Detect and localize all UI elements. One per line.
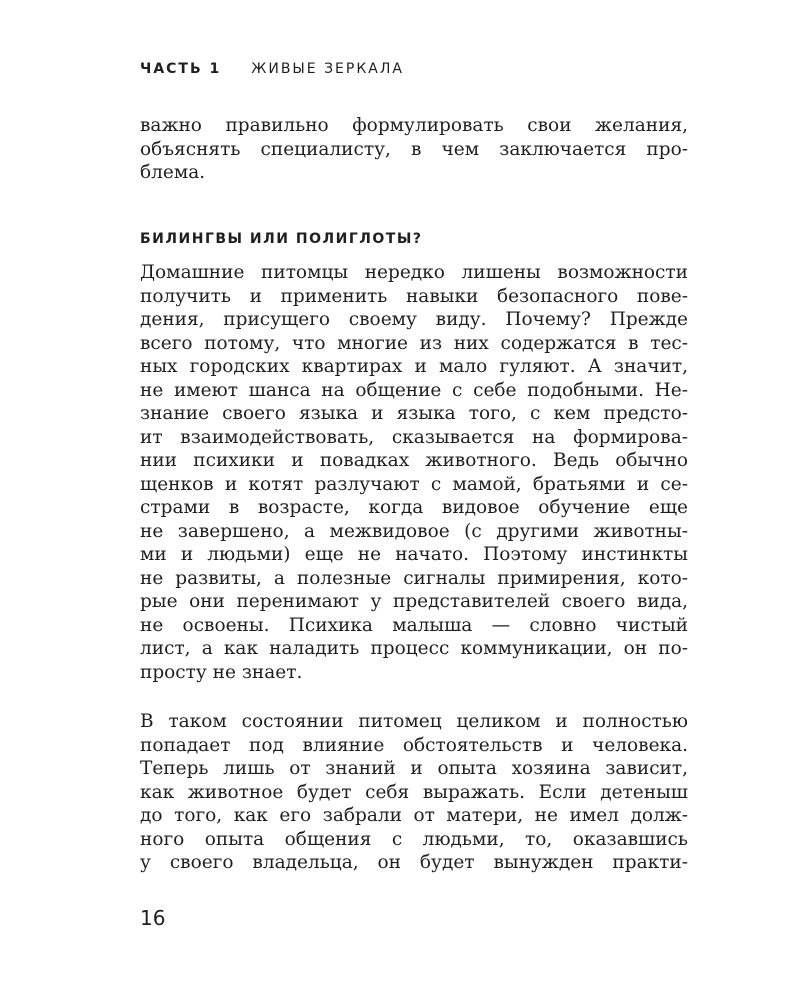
text-line: лист, а как наладить процесс коммуникации, он по- <box>140 638 688 659</box>
text-line: просту не знает. <box>140 661 303 683</box>
part-label: ЧАСТЬ 1 <box>140 61 222 77</box>
intro-paragraph <box>140 114 688 185</box>
text-line: объяснять специалисту, в чем заключается про- <box>140 138 688 160</box>
text-line: знание своего языка и языка того, с кем предсто- <box>140 403 688 424</box>
text-line: В таком состоянии питомец целиком и полностью <box>140 711 688 732</box>
text-line: ных городских квартирах и мало гуляют. А значит, <box>140 356 688 377</box>
text-line: Домашние питомцы нередко лишены возможности <box>140 262 688 283</box>
text-line: не имеют шанса на общение с себе подобными. Не- <box>140 379 688 401</box>
text-line: страми в возрасте, когда видовое обучение еще <box>140 497 688 518</box>
text-line: ного опыта общения с людьми, то, оказавшись <box>140 828 688 850</box>
text-line: попадает под влияние обстоятельств и человека. <box>140 734 688 756</box>
paragraph-2 <box>140 710 688 875</box>
chapter-title: ЖИВЫЕ ЗЕРКАЛА <box>251 61 404 77</box>
text-line: не освоены. Психика малыша — словно чистый <box>140 614 688 636</box>
text-line: ит взаимодействовать, сказывается на формирова- <box>140 426 688 448</box>
text-line: у своего владельца, он будет вынужден практи- <box>140 852 688 873</box>
text-line: получить и применить навыки безопасного пове- <box>140 285 688 307</box>
text-line: важно правильно формулировать свои желания, <box>140 115 688 136</box>
text-line: не завершено, а межвидовое (с другими животны- <box>140 520 688 542</box>
text-line: до того, как его забрали от матери, не имел долж- <box>140 805 688 826</box>
text-line: щенков и котят разлучают с мамой, братьями и се- <box>140 473 688 495</box>
running-head <box>140 61 404 77</box>
text-line: всего потому, что многие из них содержатся в тес- <box>140 332 688 354</box>
paragraph-1 <box>140 261 688 684</box>
text-line: рые они перенимают у представителей своего вида, <box>140 591 688 612</box>
text-line: дения, присущего своему виду. Почему? Прежде <box>140 309 688 330</box>
text-line: блема. <box>140 162 206 183</box>
page-number: 16 <box>140 906 166 930</box>
text-line: ми и людьми) еще не начато. Поэтому инстинкты <box>140 544 688 565</box>
text-line: Теперь лишь от знаний и опыта хозяина зависит, <box>140 758 688 779</box>
text-line: как животное будет себя выражать. Если детеныш <box>140 781 688 803</box>
section-heading: БИЛИНГВЫ ИЛИ ПОЛИГЛОТЫ? <box>140 231 423 247</box>
text-line: нии психики и повадках животного. Ведь обычно <box>140 450 688 471</box>
text-line: не развиты, а полезные сигналы примирения, кото- <box>140 567 688 589</box>
